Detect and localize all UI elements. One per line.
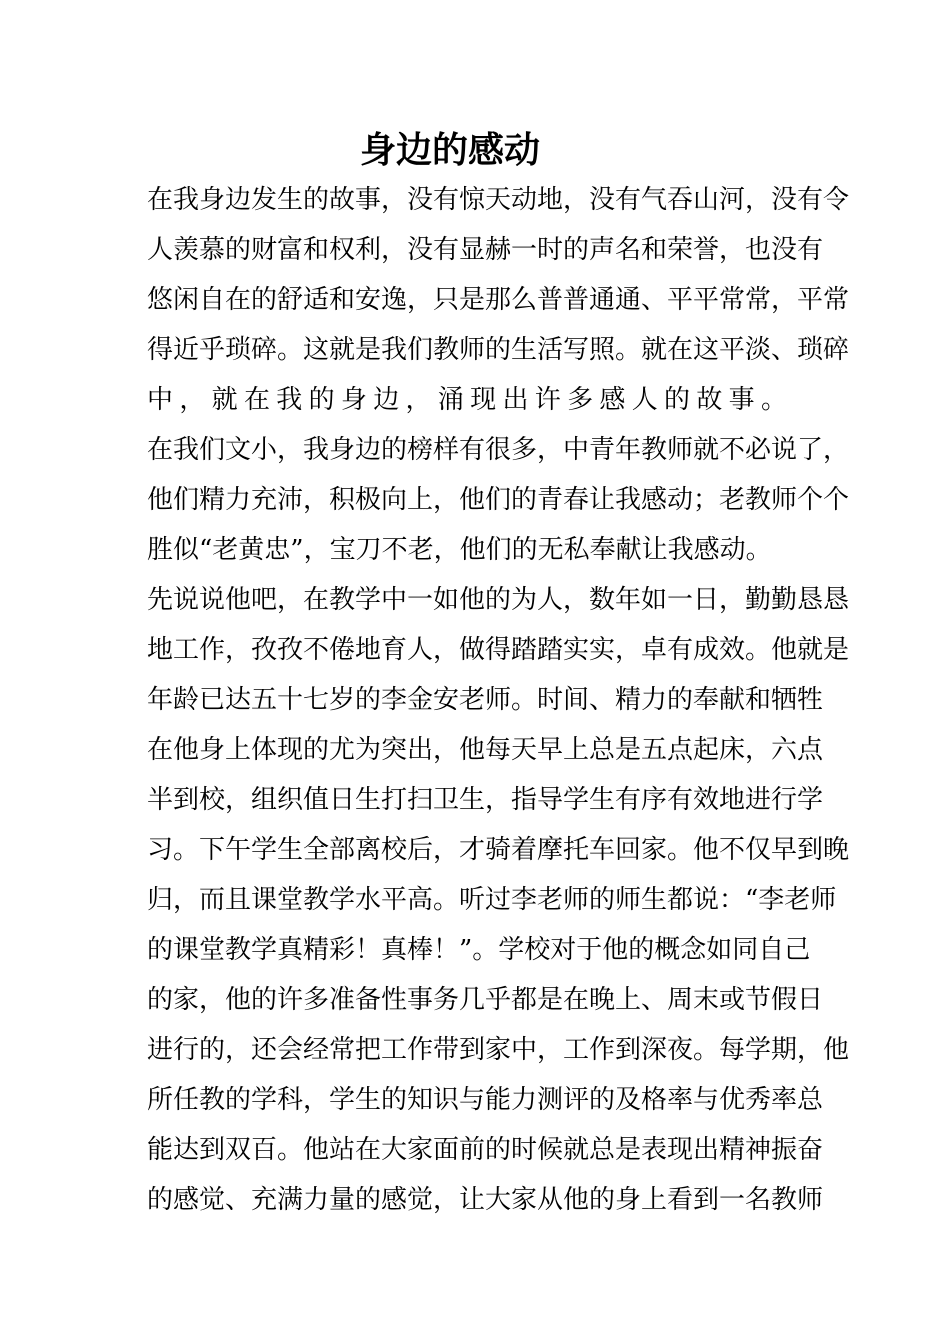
text-line: 得近乎琐碎。这就是我们教师的生活写照。就在这平淡、琐碎 (147, 335, 850, 365)
text-line: 人羡慕的财富和权利，没有显赫一时的声名和荣誉，也没有 (147, 235, 824, 265)
text-line: 在我身边发生的故事，没有惊天动地，没有气吞山河，没有令 (147, 185, 850, 215)
text-line: 半到校，组织值日生打扫卫生，指导学生有序有效地进行学 (147, 785, 824, 815)
text-line: 的感觉、充满力量的感觉，让大家从他的身上看到一名教师 (147, 1185, 824, 1215)
text-line: 中，就在我的身边，涌现出许多感人的故事。 (147, 385, 787, 415)
text-line: 能达到双百。他站在大家面前的时候就总是表现出精神振奋 (147, 1135, 824, 1165)
text-line: 所任教的学科，学生的知识与能力测评的及格率与优秀率总 (147, 1085, 824, 1115)
text-line: 胜似“老黄忠”，宝刀不老，他们的无私奉献让我感动。 (147, 535, 772, 565)
text-line: 先说说他吧，在教学中一如他的为人，数年如一日，勤勤恳恳 (147, 585, 850, 615)
text-line: 地工作，孜孜不倦地育人，做得踏踏实实，卓有成效。他就是 (147, 635, 850, 665)
text-line: 归，而且课堂教学水平高。听过李老师的师生都说：“李老师 (147, 885, 837, 915)
text-line: 悠闲自在的舒适和安逸，只是那么普普通通、平平常常，平常 (147, 285, 850, 315)
text-line: 的课堂教学真精彩！真棒！”。学校对于他的概念如同自己 (147, 935, 811, 965)
text-line: 进行的，还会经常把工作带到家中，工作到深夜。每学期，他 (147, 1035, 850, 1065)
text-line: 他们精力充沛，积极向上，他们的青春让我感动；老教师个个 (147, 485, 850, 515)
text-line: 在他身上体现的尤为突出，他每天早上总是五点起床，六点 (147, 735, 824, 765)
text-line: 习。下午学生全部离校后，才骑着摩托车回家。他不仅早到晚 (147, 835, 850, 865)
text-line: 在我们文小，我身边的榜样有很多，中青年教师就不必说了， (147, 435, 850, 465)
document-title: 身边的感动 (359, 129, 540, 171)
text-line: 年龄已达五十七岁的李金安老师。时间、精力的奉献和牺牲 (147, 685, 824, 715)
text-line: 的家，他的许多准备性事务几乎都是在晚上、周末或节假日 (147, 985, 824, 1015)
